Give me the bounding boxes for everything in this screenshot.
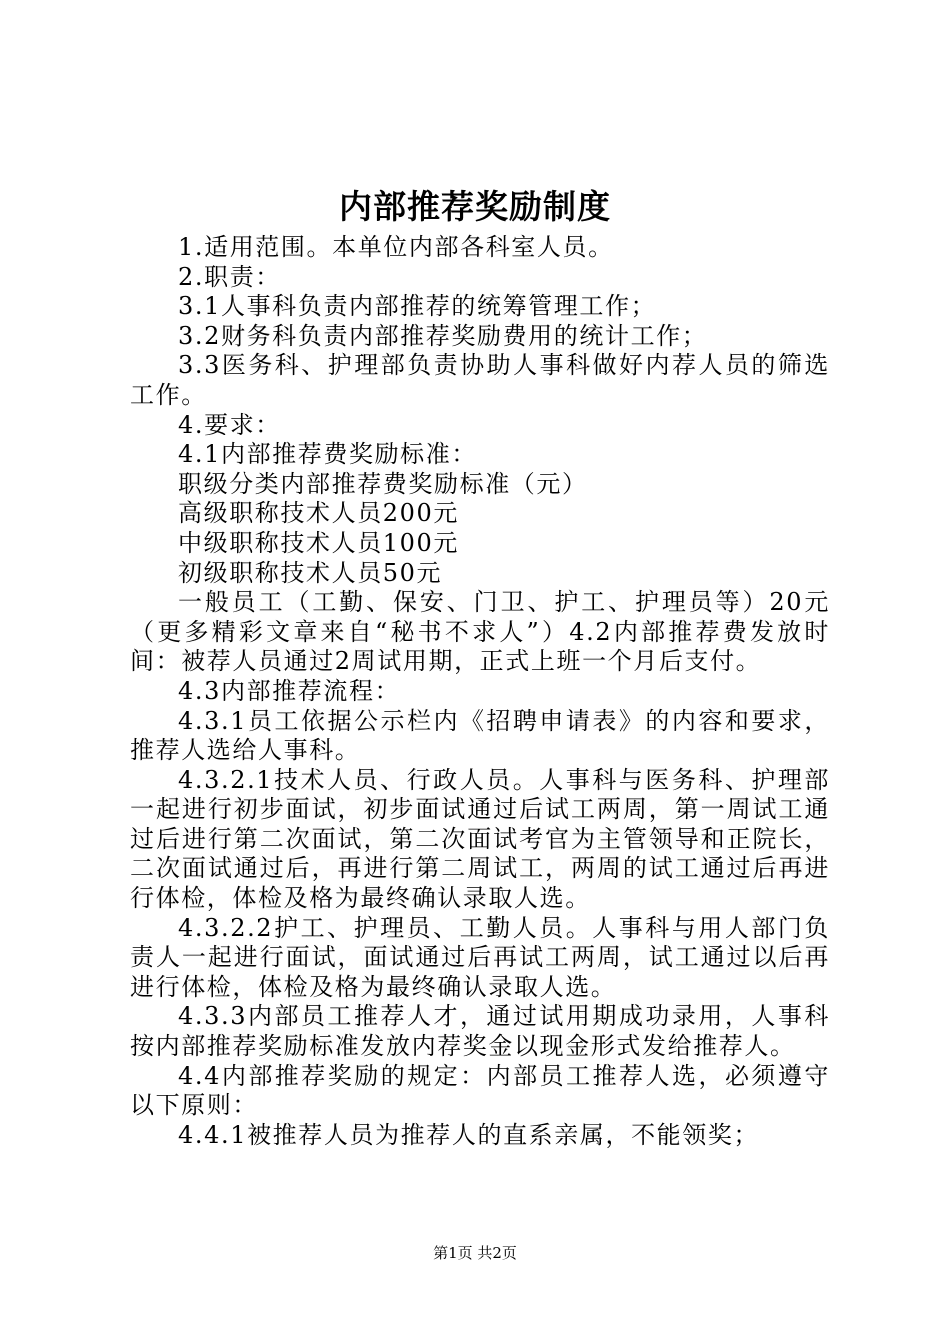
paragraph: 中级职称技术人员100元 xyxy=(178,528,460,557)
paragraph: 高级职称技术人员200元 xyxy=(178,499,460,528)
paragraph: 4.4.1被推荐人员为推荐人的直系亲属，不能领奖； xyxy=(178,1120,760,1149)
paragraph: 2.职责： xyxy=(178,262,281,291)
paragraph: 4.1内部推荐费奖励标准： xyxy=(178,440,477,469)
paragraph: 3.1人事科负责内部推荐的统筹管理工作； xyxy=(178,292,657,321)
page-footer: 第1页 共2页 xyxy=(433,1244,517,1262)
paragraph: 4.3.2.1技术人员、行政人员。人事科与医务科、护理部一起进行初步面试，初步面试通过后试工两周，第一周试工通过后进行第二次面试，第二次面试考官为主管领导和正院长，二次面试通过后，再进行第二周试工，两周的试工通过后再进行体检，体检及格为最终确认录取人选。 xyxy=(130,765,830,913)
paragraph: 一般员工（工勤、保安、门卫、护工、护理员等）20元（更多精彩文章来自“秘书不求人”）4.2内部推荐费发放时间：被荐人员通过2周试用期，正式上班一个月后支付。 xyxy=(130,588,830,676)
document-title: 内部推荐奖励制度 xyxy=(339,187,611,226)
paragraph: 4.3.2.2护工、护理员、工勤人员。人事科与用人部门负责人一起进行面试，面试通过后再试工两周，试工通过以后再进行体检，体检及格为最终确认录取人选。 xyxy=(130,913,830,1001)
paragraph: 初级职称技术人员50元 xyxy=(178,558,443,587)
paragraph: 4.3.1员工依据公示栏内《招聘申请表》的内容和要求，推荐人选给人事科。 xyxy=(130,706,830,765)
document-body xyxy=(130,233,830,1150)
paragraph: 3.2财务科负责内部推荐奖励费用的统计工作； xyxy=(178,321,708,350)
paragraph: 4.要求： xyxy=(178,410,281,439)
paragraph: 1.适用范围。本单位内部各科室人员。 xyxy=(178,233,614,261)
paragraph: 4.3内部推荐流程： xyxy=(178,676,401,705)
paragraph: 3.3医务科、护理部负责协助人事科做好内荐人员的筛选工作。 xyxy=(130,351,830,409)
paragraph: 4.4内部推荐奖励的规定：内部员工推荐人选，必须遵守以下原则： xyxy=(130,1061,830,1120)
paragraph: 职级分类内部推荐费奖励标准（元） xyxy=(178,469,588,498)
paragraph: 4.3.3内部员工推荐人才，通过试用期成功录用，人事科按内部推荐奖励标准发放内荐奖金以现金形式发给推荐人。 xyxy=(130,1002,830,1061)
